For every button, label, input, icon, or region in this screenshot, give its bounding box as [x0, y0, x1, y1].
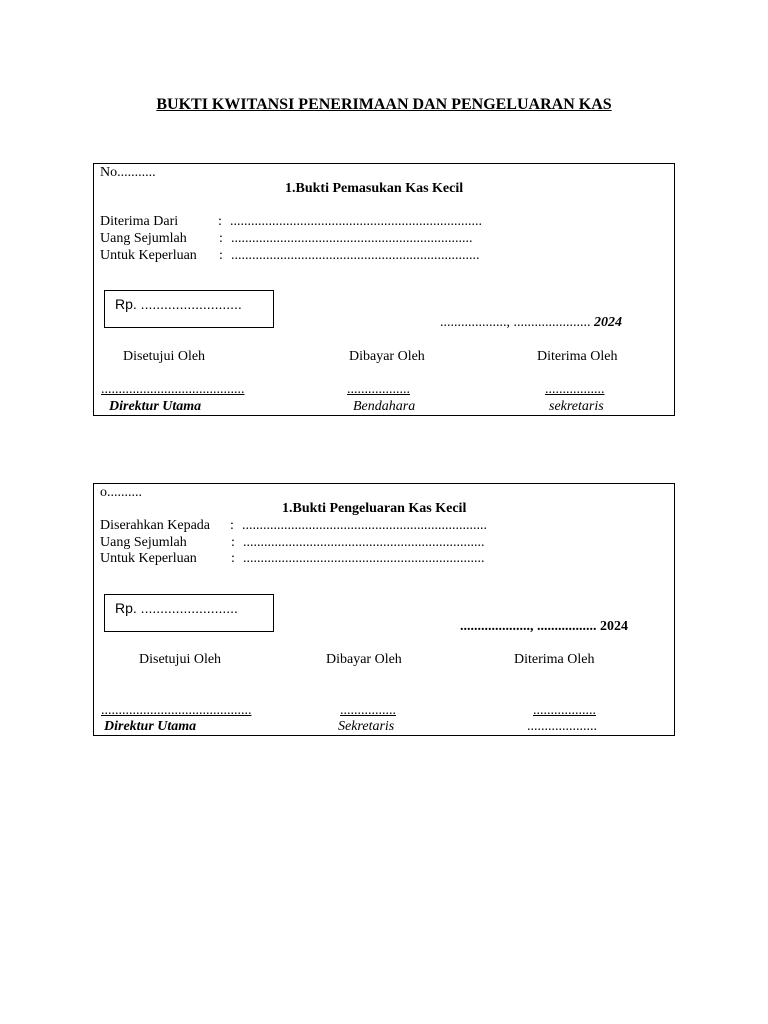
receipt-out-number: o.......... — [100, 485, 142, 500]
date-line: ...................., ................. 2024 — [460, 619, 628, 634]
signer-role: Dibayar Oleh — [349, 349, 425, 364]
field-label-diserahkan-kepada: Diserahkan Kepada — [100, 518, 211, 533]
signer-name: .................... — [527, 719, 597, 734]
field-label-uang-sejumlah: Uang Sejumlah — [100, 535, 187, 550]
date-line — [440, 315, 622, 331]
field-colon: : — [231, 535, 235, 550]
signature-line: ......................................... — [101, 382, 245, 397]
signer-role: Disetujui Oleh — [123, 349, 206, 364]
signer-role: Diterima Oleh — [514, 652, 595, 667]
field-colon: : — [230, 518, 234, 533]
signer-name: sekretaris — [549, 399, 604, 414]
field-label-untuk-keperluan: Untuk Keperluan — [100, 248, 197, 263]
field-colon: : — [218, 214, 222, 229]
signer-name: Direktur Utama — [104, 719, 197, 734]
signer-role: Dibayar Oleh — [326, 652, 402, 667]
signature-line: .................. — [533, 703, 596, 718]
field-colon: : — [219, 231, 223, 246]
signature-line: ........................................... — [101, 703, 252, 718]
field-colon: : — [231, 551, 235, 566]
receipt-out-heading: 1.Bukti Pengeluaran Kas Kecil — [282, 501, 467, 516]
signer-name: Sekretaris — [338, 719, 395, 734]
field-value-diterima-dari: ........................................................................ — [230, 214, 482, 229]
field-value-untuk-keperluan: ..................................................................... — [243, 551, 485, 566]
signer-role: Diterima Oleh — [537, 349, 618, 364]
field-label-diterima-dari: Diterima Dari — [100, 214, 179, 229]
field-value-diserahkan-kepada: ...................................................................... — [242, 518, 487, 533]
signature-line: ................. — [545, 382, 605, 397]
field-value-uang-sejumlah: ..................................................................... — [243, 535, 485, 550]
signer-role: Disetujui Oleh — [139, 652, 222, 667]
field-value-untuk-keperluan: ....................................................................... — [231, 248, 480, 263]
date-year: 2024 — [594, 315, 622, 330]
amount-box: Rp. .......................... — [104, 290, 274, 328]
signature-line: ................ — [340, 703, 396, 718]
field-value-uang-sejumlah: ..................................................................... — [231, 231, 473, 246]
receipt-in-number: No........... — [100, 165, 156, 180]
field-label-untuk-keperluan: Untuk Keperluan — [100, 551, 197, 566]
receipt-in-heading: 1.Bukti Pemasukan Kas Kecil — [285, 181, 464, 196]
field-label-uang-sejumlah: Uang Sejumlah — [100, 231, 187, 246]
field-colon: : — [219, 248, 223, 263]
document-title: BUKTI KWITANSI PENERIMAAN DAN PENGELUARAN KAS — [156, 96, 612, 113]
signer-name: Bendahara — [353, 399, 416, 414]
amount-box: Rp. ......................... — [104, 594, 274, 632]
date-prefix: ..................., ...................... — [440, 315, 591, 330]
signature-line: .................. — [347, 382, 410, 397]
signer-name: Direktur Utama — [109, 399, 202, 414]
